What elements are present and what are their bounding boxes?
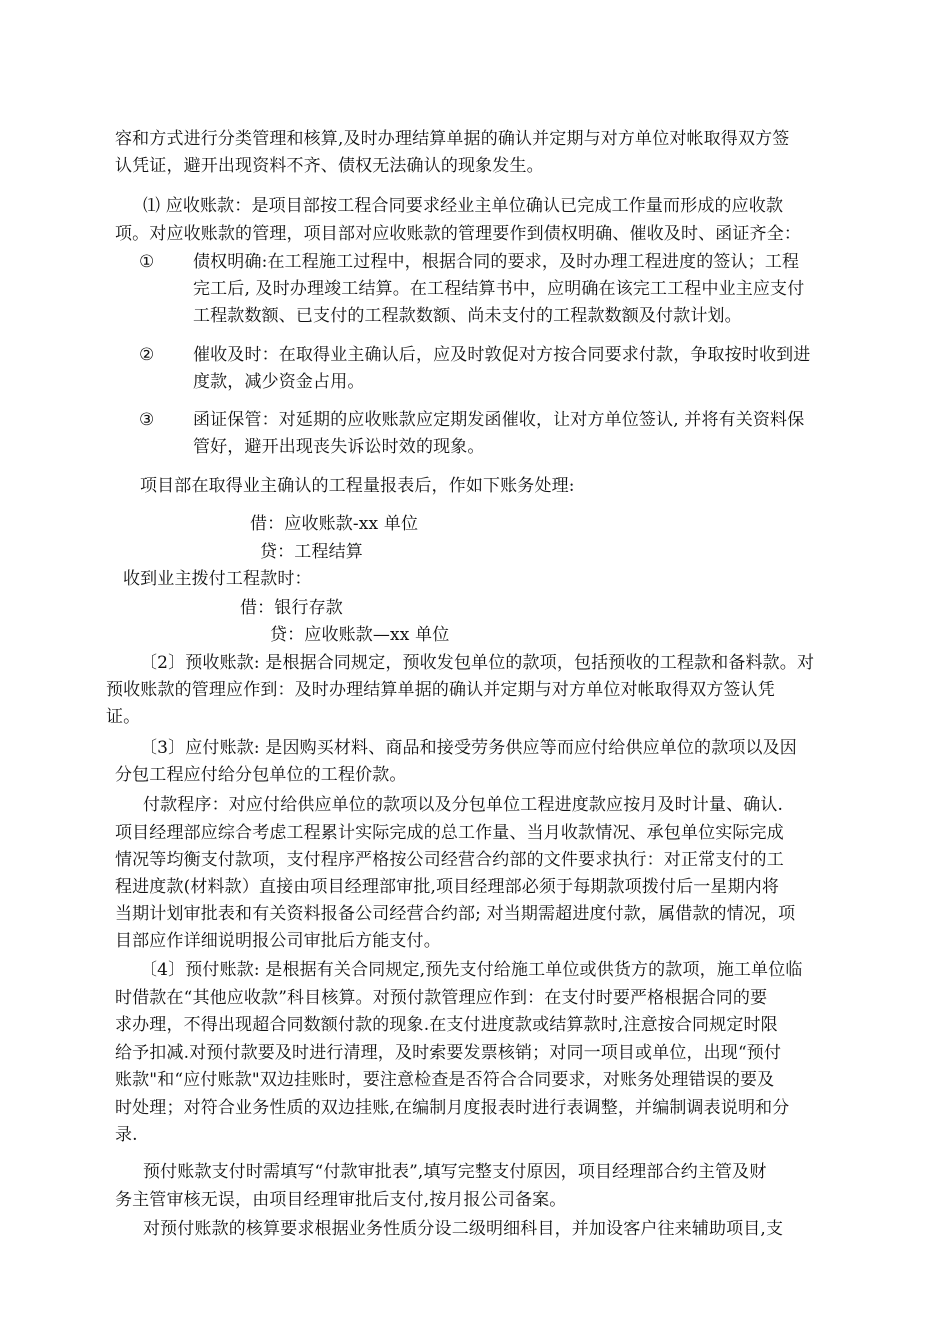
payment-procedure-line-4: 程进度款(材料款）直接由项目经理部审批,项目经理部必须于每期款项拨付后一星期内将: [115, 877, 780, 897]
payment-procedure-line-5: 当期计划审批表和有关资料报备公司经营合约部; 对当期需超进度付款，属借款的情况，项: [115, 904, 796, 924]
prepaid-line-2: 时借款在“其他应收款”科目核算。对预付款管理应作到：在支付时要严格根据合同的要: [115, 988, 768, 1008]
receipt-intro: 收到业主拨付工程款时：: [123, 569, 312, 589]
payable-line-2: 分包工程应付给分包单位的工程价款。: [115, 765, 407, 785]
list-marker-3: ③: [139, 410, 155, 430]
prepaid-line-3: 求办理，不得出现超合同数额付款的现象.在支付进度款或结算款时,注意按合同规定时限: [115, 1015, 778, 1035]
prepaid-line-5: 账款"和“应付账款"双边挂账时，要注意检查是否符合合同要求，对账务处理错误的要及: [115, 1070, 775, 1090]
payment-procedure-line-6: 目部应作详细说明报公司审批后方能支付。: [115, 931, 441, 951]
payment-procedure-line-1: 付款程序：对应付给供应单位的款项以及分包单位工程进度款应按月及时计量、确认.: [143, 795, 784, 815]
list-item-3-line-1: 函证保管：对延期的应收账款应定期发函催收，让对方单位签认, 并将有关资料保: [193, 410, 805, 430]
list-marker-1: ①: [139, 252, 155, 272]
payment-procedure-line-3: 情况等均衡支付款项，支付程序严格按公司经营合约部的文件要求执行：对正常支付的工: [115, 850, 784, 870]
entry-intro: 项目部在取得业主确认的工程量报表后，作如下账务处理:: [140, 476, 575, 496]
entry2-credit: 贷：应收账款—xx 单位: [270, 625, 450, 645]
list-item-1-line-3: 工程款数额、已支付的工程款数额、尚未支付的工程款数额及付款计划。: [193, 306, 742, 326]
prepaid-line-1: 〔4〕预付账款: 是根据有关合同规定,预先支付给施工单位或供货方的款项，施工单位临: [140, 960, 803, 980]
advance-received-line-3: 证。: [106, 707, 141, 727]
receivable-para-line-2: 项。对应收账款的管理，项目部对应收账款的管理要作到债权明确、催收及时、函证齐全：: [115, 224, 801, 244]
list-marker-2: ②: [139, 345, 155, 365]
prepaid-line-7: 录.: [115, 1125, 138, 1145]
payment-procedure-line-2: 项目经理部应综合考虑工程累计实际完成的总工作量、当月收款情况、承包单位实际完成: [115, 823, 784, 843]
prepaid-line-4: 给予扣减.对预付款要及时进行清理，及时索要发票核销；对同一项目或单位，出现“预付: [115, 1043, 782, 1063]
entry2-debit: 借：银行存款: [240, 598, 343, 618]
payable-line-1: 〔3〕应付账款: 是因购买材料、商品和接受劳务供应等而应付给供应单位的款项以及因: [140, 738, 797, 758]
prepaid-form-line-1: 预付账款支付时需填写“付款审批表”,填写完整支付原因，项目经理部合约主管及财: [143, 1162, 767, 1182]
advance-received-line-1: 〔2〕预收账款: 是根据合同规定，预收发包单位的款项，包括预收的工程款和备料款。对: [140, 653, 815, 673]
receivable-para-line-1: ⑴ 应收账款：是项目部按工程合同要求经业主单位确认已完成工作量而形成的应收款: [143, 196, 784, 216]
advance-received-line-2: 预收账款的管理应作到：及时办理结算单据的确认并定期与对方单位对帐取得双方签认凭: [106, 680, 775, 700]
entry1-credit: 贷：工程结算: [260, 542, 363, 562]
prepaid-accounting-line-1: 对预付账款的核算要求根据业务性质分设二级明细科目，并加设客户往来辅助项目,支: [143, 1219, 784, 1239]
list-item-1-line-2: 完工后, 及时办理竣工结算。在工程结算书中，应明确在该完工工程中业主应支付: [193, 279, 805, 299]
intro-line-2: 认凭证，避开出现资料不齐、债权无法确认的现象发生。: [115, 156, 544, 176]
list-item-2-line-1: 催收及时：在取得业主确认后，应及时敦促对方按合同要求付款，争取按时收到进: [193, 345, 811, 365]
entry1-debit: 借：应收账款-xx 单位: [250, 514, 419, 534]
list-item-1-line-1: 债权明确:在工程施工过程中，根据合同的要求，及时办理工程进度的签认；工程: [193, 252, 800, 272]
list-item-2-line-2: 度款，减少资金占用。: [193, 372, 365, 392]
intro-line-1: 容和方式进行分类管理和核算,及时办理结算单据的确认并定期与对方单位对帐取得双方签: [115, 129, 790, 149]
prepaid-form-line-2: 务主管审核无误，由项目经理审批后支付,按月报公司备案。: [115, 1190, 567, 1210]
prepaid-line-6: 时处理；对符合业务性质的双边挂账,在编制月度报表时进行表调整，并编制调表说明和分: [115, 1098, 790, 1118]
list-item-3-line-2: 管好，避开出现丧失诉讼时效的现象。: [193, 437, 485, 457]
